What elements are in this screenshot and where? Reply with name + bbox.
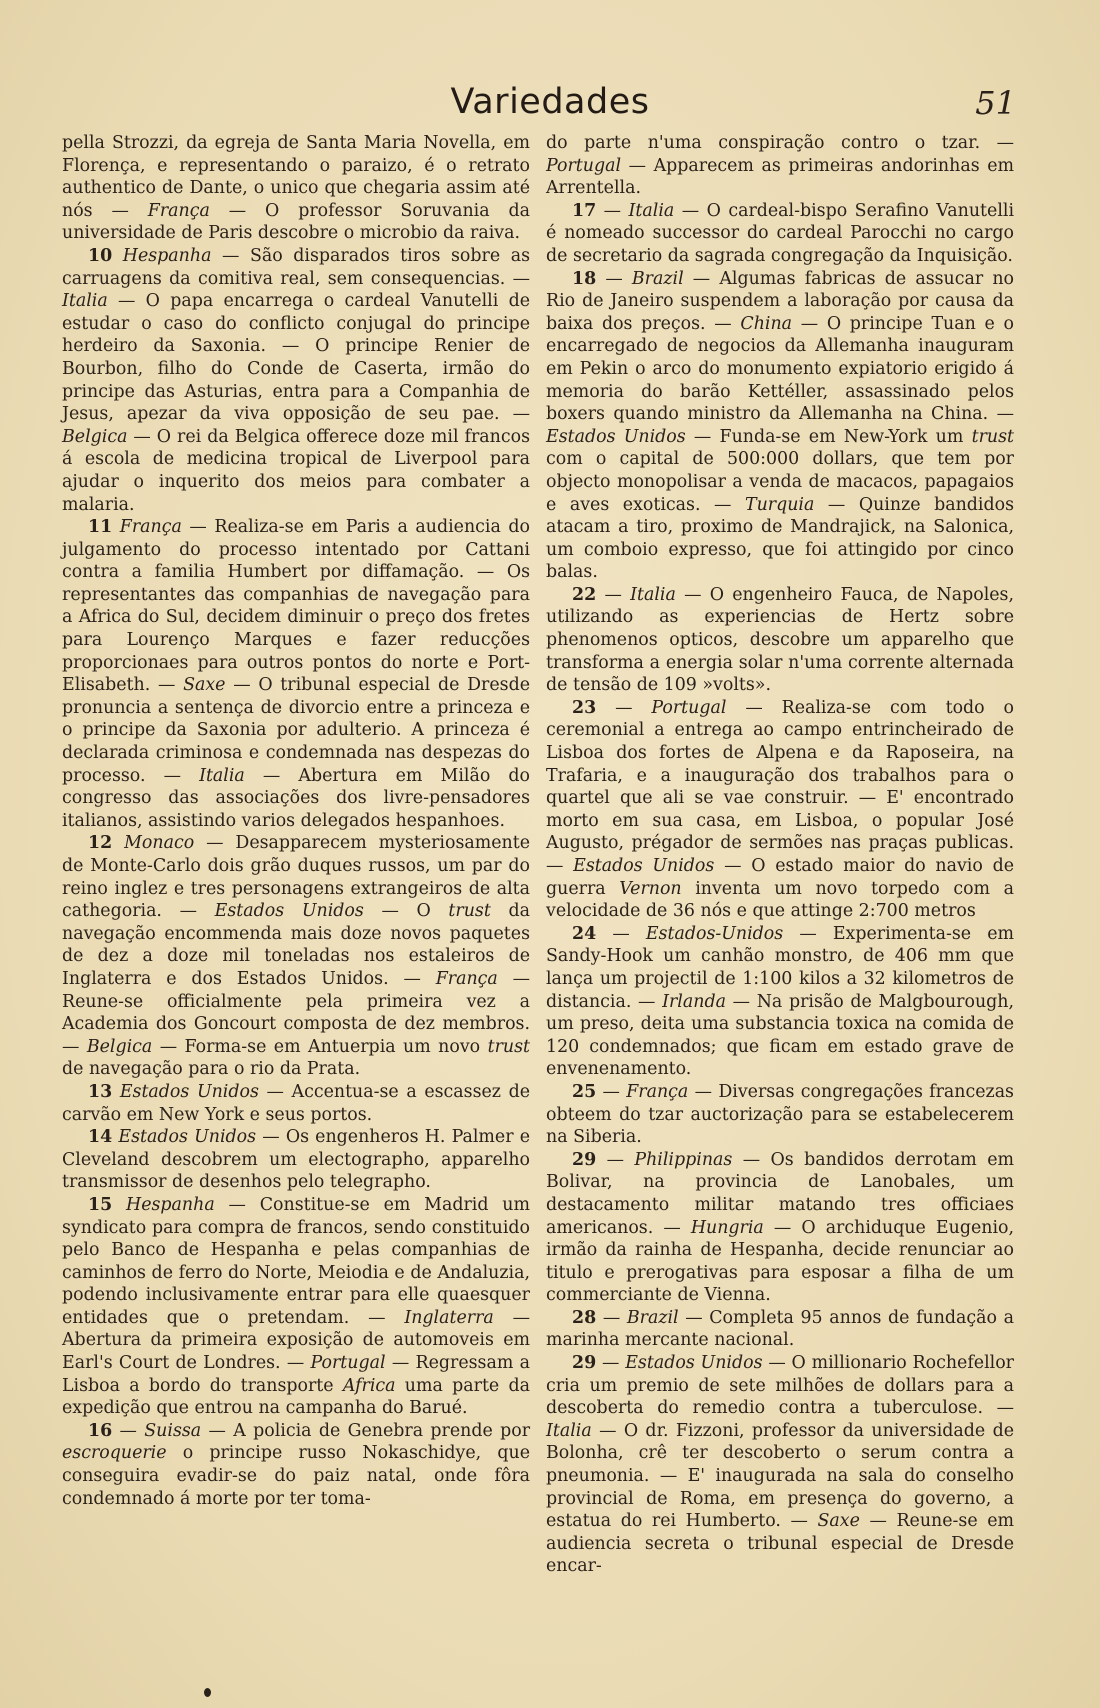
paragraph: 10 Hespanha — São disparados tiros sobre as carruagens da comitiva real, sem consequencias. — Italia — O papa encarrega o cardeal Vanutelli de estudar o caso do conflicto conjugal do principe herdeiro da Saxonia. — O principe Renier de Bourbon, filho do Conde de Caserta, irmão do principe das Asturias, entra para a Companhia de Jesus, apezar da viva opposição de seu pae. — Belgica — O rei da Belgica offerece doze mil francos á escola de medicina tropical de Liverpool para ajudar o inquerito dos meios para combater a malaria. bbox=[62, 245, 530, 515]
page-number: 51 bbox=[975, 84, 1016, 122]
paragraph: pella Strozzi, da egreja de Santa Maria Novella, em Florença, e representando o paraizo, é o retrato authentico de Dante, o unico que chegaria assim até nós — França — O professor Soruvania da universidade de Paris descobre o microbio da raiva. bbox=[62, 133, 530, 244]
paragraph: 18 — Brazil — Algumas fabricas de assucar no Rio de Janeiro suspendem a laboração por causa da baixa dos preços. — China — O principe Tuan e o encarregado de negocios da Allemanha inauguram em Pekin o arco do monumento expiatorio erigido á memoria do barão Kettéller, assassinado pelos boxers quando ministro da Allemanha na China. — Estados Unidos — Funda-se em New-York um trust com o capital de 500:000 dollars, que tem por objecto monopolisar a venda de macacos, papagaios e aves exoticas. — Turquia — Quinze bandidos atacam a tiro, proximo de Mandrajick, na Salonica, um comboio expresso, que foi attingido por cinco balas. bbox=[546, 268, 1014, 583]
right-column bbox=[546, 132, 1014, 1578]
paragraph: 13 Estados Unidos — Accentua-se a escassez de carvão em New York e seus portos. bbox=[62, 1081, 530, 1125]
paragraph: 22 — Italia — O engenheiro Fauca, de Napoles, utilizando as experiencias de Hertz sobre phenomenos opticos, descobre um apparelho que transforma a energia solar n'uma corrente alternada de tensão de 109 »volts». bbox=[546, 584, 1015, 696]
paragraph: 24 — Estados-Unidos — Experimenta-se em Sandy-Hook um canhão monstro, de 406 mm que lança um projectil de 1:100 kilos a 32 kilometros de distancia. — Irlanda — Na prisão de Malgbourough, um preso, deita uma substancia toxica na comida de 120 condemnados; que ficam em estado grave de envenenamento. bbox=[546, 923, 1015, 1080]
paragraph: 15 Hespanha — Constitue-se em Madrid um syndicato para compra de francos, sendo constituido pelo Banco de Hespanha e pelas companhias de caminhos de ferro do Norte, Meiodia e de Andaluzia, podendo inclusivamente entrar para elle quaesquer entidades que o pretendam. — Inglaterra — Abertura da primeira exposição de automoveis em Earl's Court de Londres. — Portugal — Regressam a Lisboa a bordo do transporte Africa uma parte da expedição que entrou na campanha do Barué. bbox=[62, 1194, 531, 1419]
left-column bbox=[62, 132, 530, 1510]
paragraph: 16 — Suissa — A policia de Genebra prende por escroquerie o principe russo Nokaschidye, que conseguira evadir-se do paiz natal, onde fôra condemnado á morte por ter toma- bbox=[62, 1420, 531, 1509]
paragraph: 12 Monaco — Desapparecem mysteriosamente de Monte-Carlo dois grão duques russos, um par do reino inglez e tres personagens extrangeiros de alta cathegoria. — Estados Unidos — O trust da navegação encommenda mais doze novos paquetes de dez a doze mil toneladas nos estaleiros de Inglaterra e dos Estados Unidos. — França — Reune-se officialmente pela primeira vez a Academia dos Goncourt composta de dez membros. — Belgica — Forma-se em Antuerpia um novo trust de navegação para o rio da Prata. bbox=[62, 833, 531, 1080]
page-header bbox=[0, 82, 1100, 132]
paragraph: 14 Estados Unidos — Os engenheros H. Palmer e Cleveland descobrem um electographo, apparelho transmissor de desenhos pelo telegrapho. bbox=[62, 1127, 530, 1193]
paragraph: 29 — Estados Unidos — O millionario Rochefellor cria um premio de sete milhões de dollars para a descoberta do remedio contra a tuberculose. — Italia — O dr. Fizzoni, professor da universidade de Bolonha, crê ter descoberto o serum contra a pneumonia. — E' inaugurada na sala do conselho provincial de Roma, em presença do governo, a estatua do rei Humberto. — Saxe — Reune-se em audiencia secreta o tribunal especial de Dresde encar- bbox=[546, 1353, 1014, 1577]
ink-spot bbox=[204, 1688, 211, 1697]
page-title: Variedades bbox=[450, 82, 650, 122]
paragraph: 28 — Brazil — Completa 95 annos de fundação a marinha mercante nacional. bbox=[546, 1307, 1014, 1351]
paragraph: 17 — Italia — O cardeal-bispo Serafino Vanutelli é nomeado successor do cardeal Parocchi no cargo de secretario da sagrada congregação da Inquisição. bbox=[546, 200, 1015, 266]
paragraph: 29 — Philippinas — Os bandidos derrotam em Bolivar, na provincia de Lanobales, um destacamento militar matando tres officiaes americanos. — Hungria — O archiduque Eugenio, irmão da rainha de Hespanha, decide renunciar ao titulo e prerogativas para esposar a filha de um commerciante de Vienna. bbox=[546, 1149, 1015, 1306]
paragraph: 25 — França — Diversas congregações francezas obteem do tzar auctorização para se estabelecerem na Siberia. bbox=[546, 1081, 1014, 1148]
paragraph: 11 França — Realiza-se em Paris a audiencia do julgamento do processo intentado por Cattani contra a familia Humbert por diffamação. — Os representantes das companhias de navegação para a Africa do Sul, decidem diminuir o preço dos fretes para Lourenço Marques e fazer reducções proporcionaes para outros pontos do norte e Port-Elisabeth. — Saxe — O tribunal especial de Dresde pronuncia a sentença de divorcio entre a princeza e o principe da Saxonia por adulterio. A princeza é declarada criminosa e condemnada nas despezas do processo. — Italia — Abertura em Milão do congresso das associações dos livre-pensadores italianos, assistindo varios delegados hespanhoes. bbox=[62, 517, 530, 831]
paragraph: 23 — Portugal — Realiza-se com todo o ceremonial a entrega ao campo entrincheirado de Lisboa dos fortes de Alpena e da Raposeira, na Trafaria, e a inauguração dos trabalhos para o quartel que ali se vae construir. — E' encontrado morto em sua casa, em Lisboa, o popular José Augusto, prégador de sermões nas praças publicas. — Estados Unidos — O estado maior do navio de guerra Vernon inventa um novo torpedo com a velocidade de 36 nós e que attinge 2:700 metros bbox=[546, 697, 1015, 922]
paragraph: do parte n'uma conspiração contro o tzar. — Portugal — Apparecem as primeiras andorinhas em Arrentella. bbox=[546, 133, 1014, 199]
